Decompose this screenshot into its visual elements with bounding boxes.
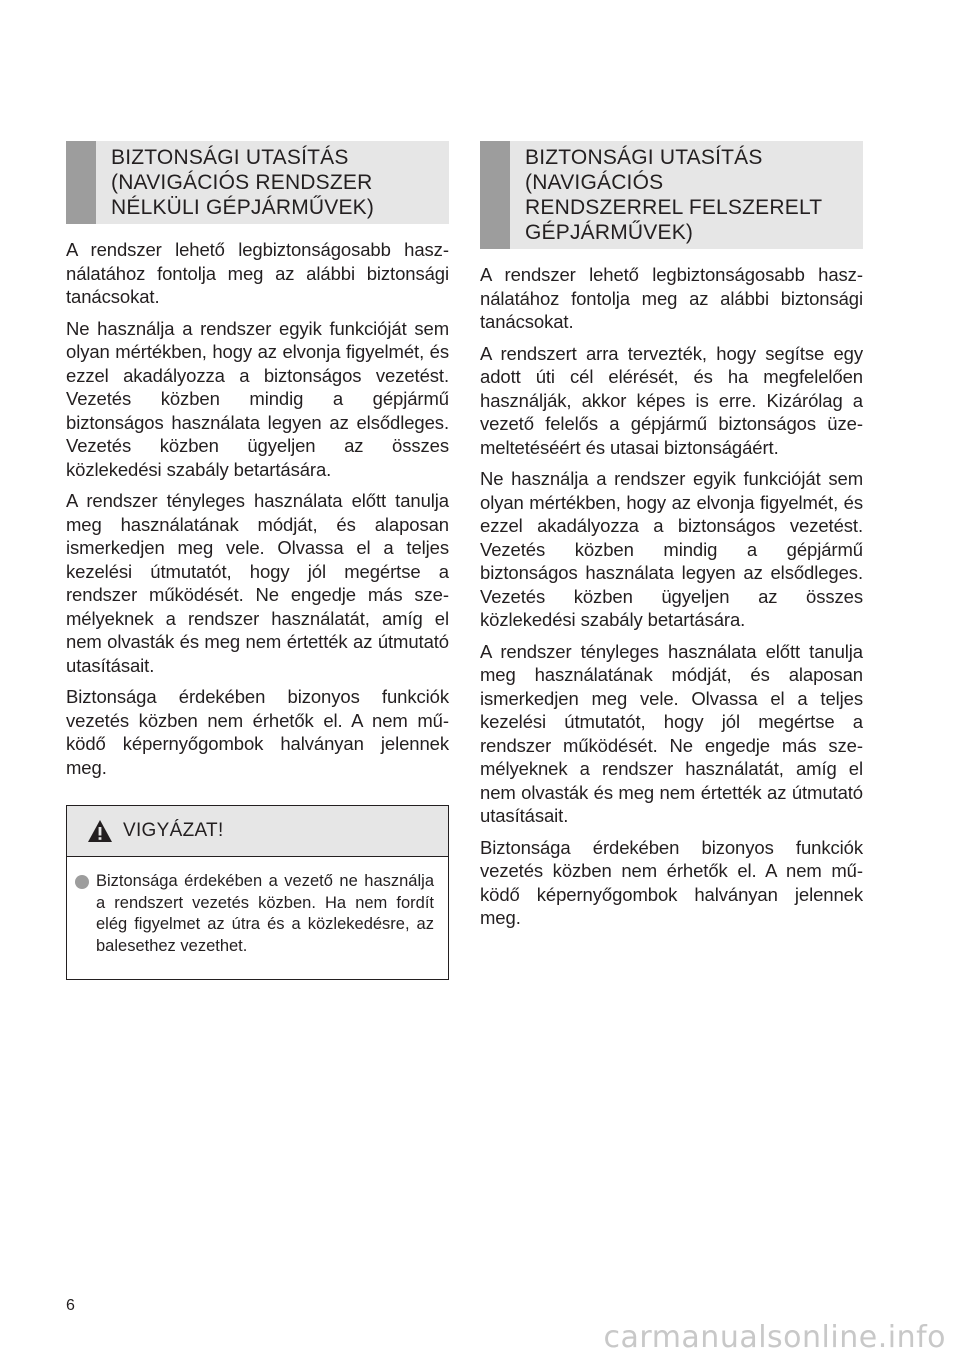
paragraph: A rendszer tényleges használata előtt tanulja meg használatának módját, és alaposan ismerkedjen meg vele. Olvassa el a teljes kezelési útmutatót, hogy jól megértse a rendszer működését. Ne engedje más személyeknek a rendszer használatát, amíg el nem olvasták és meg nem értették az útmutató utasításait. (480, 640, 863, 826)
paragraph: Biztonsága érdekében bizonyos funkciók vezetés közben nem érhetők el. A nem működő képernyőgombok halványan jelennek meg. (480, 836, 863, 928)
section-title-line: BIZTONSÁGI UTASÍTÁS (111, 146, 349, 169)
watermark: carmanualsonline.info (603, 1320, 946, 1355)
section-title (96, 141, 382, 224)
warning-body (67, 857, 448, 979)
header-accent-bar (66, 141, 96, 224)
paragraph: A rendszert arra tervezték, hogy segítse egy adott úti cél elérését, és ha megfelelően használják, akkor képes is erre. Kizárólag a vezető felelős a gépjármű biztonságos üzemeltetéséért és utasai biztonságáért. (480, 342, 863, 458)
paragraph: A rendszer lehető legbiztonságosabb használatához fontolja meg az alábbi biztonsági tanácsokat. (66, 239, 449, 307)
right-column (480, 141, 863, 938)
paragraph: A rendszer tényleges használata előtt tanulja meg használatának módját, és alaposan ismerkedjen meg vele. Olvassa el a teljes kezelési útmutatót, hogy jól megértse a rendszer működését. Ne engedje más személyeknek a rendszer használatát, amíg el nem olvasták és meg nem értették az útmutató utasításait. (66, 490, 449, 676)
bullet-icon (75, 875, 89, 889)
paragraph: Biztonsága érdekében bizonyos funkciók vezetés közben nem érhetők el. A nem működő képernyőgombok halványan jelennek meg. (66, 686, 449, 778)
page-number: 6 (66, 1297, 75, 1314)
section-title-line: NÉLKÜLI GÉPJÁRMŰVEK) (111, 196, 375, 219)
section-title-line: BIZTONSÁGI UTASÍTÁS (525, 146, 763, 169)
section-title-line: (NAVIGÁCIÓS RENDSZER (111, 171, 373, 194)
warning-box (66, 805, 449, 980)
left-column (66, 141, 449, 980)
warning-header (67, 806, 448, 857)
section-title-line: GÉPJÁRMŰVEK) (525, 221, 694, 244)
paragraph: Ne használja a rendszer egyik funkcióját sem olyan mértékben, hogy az elvonja figyelmét, és ezzel akadályozza a biztonságos vezetést. Vezetés közben mindig a gépjármű biztonságos használata legyen az elsődleges. Vezetés közben ügyeljen az összes közlekedési szabály betartására. (66, 317, 449, 480)
section-title (510, 141, 830, 249)
section-header-right (480, 141, 863, 249)
warning-text: Biztonsága érdekében a vezető ne használja a rendszert vezetés közben. Ha nem fordít elég figyelmet az útra és a közlekedésre, az balesethez vezethet. (96, 872, 434, 955)
warning-title: VIGYÁZAT! (123, 820, 224, 841)
warning-triangle-icon (87, 819, 113, 843)
header-accent-bar (480, 141, 510, 249)
paragraph: Ne használja a rendszer egyik funkcióját sem olyan mértékben, hogy az elvonja figyelmét, és ezzel akadályozza a biztonságos vezetést. Vezetés közben mindig a gépjármű biztonságos használata legyen az elsődleges. Vezetés közben ügyeljen az összes közlekedési szabály betartására. (480, 468, 863, 630)
paragraph: A rendszer lehető legbiztonságosabb használatához fontolja meg az alábbi biztonsági tanácsokat. (480, 264, 863, 332)
section-header-left (66, 141, 449, 224)
section-title-line: RENDSZERREL FELSZERELT (525, 196, 823, 219)
section-title-line: (NAVIGÁCIÓS (525, 171, 664, 194)
